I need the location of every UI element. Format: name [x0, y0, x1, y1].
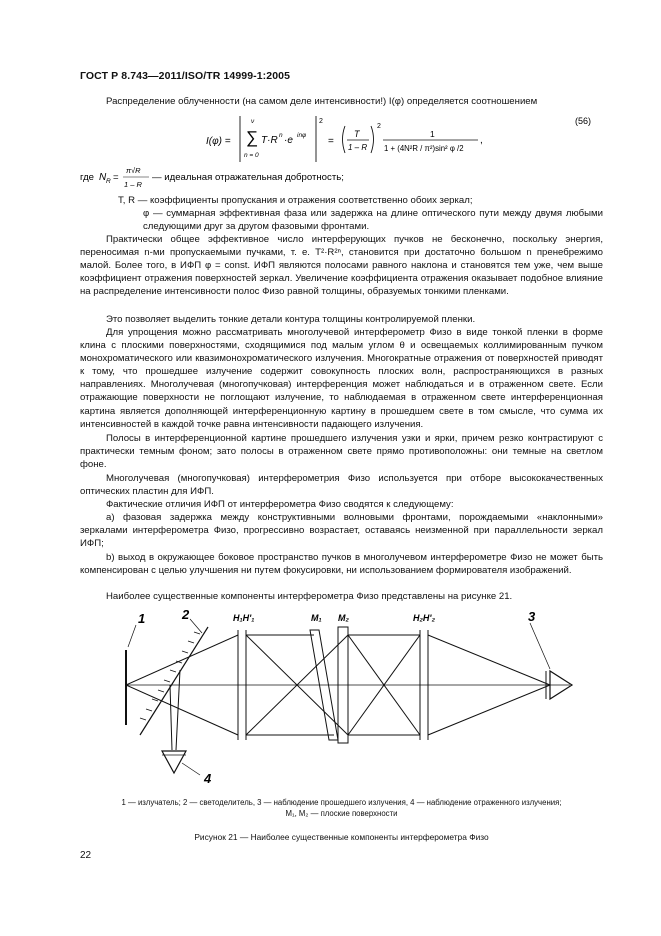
- sum-bottom: n = 0: [244, 152, 259, 159]
- figure-legend: [80, 797, 603, 819]
- formula-lhs: I(φ) =: [206, 136, 231, 147]
- label-m2: M₂: [338, 613, 349, 623]
- label-h2: H₂H'₂: [413, 613, 436, 623]
- leader-1: [128, 625, 136, 647]
- sum-top: ν: [251, 118, 255, 125]
- ray-converge-bottom: [428, 685, 550, 735]
- sum-term: T·R: [261, 135, 278, 146]
- nr-den: 1 – R: [124, 180, 142, 189]
- figure-legend-line-1: 1 — излучатель; 2 — светоделитель, 3 — наблюдение прошедшего излучения, 4 — наблюдение отраженного излучения;: [121, 798, 562, 807]
- definition-tr: T, R — коэффициенты пропускания и отражения соответственно обоих зеркал;: [118, 195, 473, 206]
- label-3: 3: [528, 609, 536, 624]
- ray-reflected-1: [170, 685, 172, 750]
- list-item-b: b) выход в окружающее боковое пространство пучков в многолучевом интерферометре Физо не может быть компенсирован с целью улучшения ни путем фокусировки, ни использованием формирователя изображений.: [80, 552, 603, 577]
- where-line: [0, 162, 661, 192]
- beam-splitter-hatches: [140, 632, 200, 720]
- ray-top-1: [126, 635, 238, 685]
- figure-caption: Рисунок 21 — Наиболее существенные компоненты интерферометра Физо: [194, 832, 489, 842]
- formula-number: (56): [575, 116, 592, 126]
- sum-exp-n: n: [279, 132, 283, 139]
- where-prefix: где: [80, 172, 95, 183]
- formula-56: [0, 110, 661, 168]
- paren-right: [371, 126, 374, 153]
- document-header: ГОСТ Р 8.743—2011/ISO/TR 14999-1:2005: [80, 70, 291, 82]
- observer-reflected-eye: [162, 751, 186, 773]
- sum-sign: ∑: [246, 128, 259, 147]
- label-4: 4: [204, 771, 212, 786]
- label-1: 1: [138, 611, 146, 626]
- list-item-a: a) фазовая задержка между конструктивными волновыми фронтами, порождаемыми «наклонными» зеркалами интерферометра Физо, прогрессивно возрастает, оставаясь неизменной при параллельности зеркал ИФП;: [80, 512, 603, 550]
- paragraph-wedge: Для упрощения можно рассматривать многолучевой интерферометр Физо в виде тонкой пленки в форме клина с плоскими поверхностями, сходящимися под малым углом θ и освещаемых коллимированным пучком монохроматического или квазимонохроматического излучения. Многократные отражения от поверхностей приводят к тому, что прошедшее излучение содержит совокупность плоских волн, распространяющихся в разных направлениях. Многолучевая (многопучковая) интерференция может наблюдаться и в отраженном свете. Если отражающие поверхности не поглощают излучение, то наблюдаемая в отраженном свете интерференционная картина является дополняющей интерференционную картину в прошедшем свете в том смысле, что сумма их интенсивностей в каждой точке равна интенсивности падающего излучения.: [80, 327, 603, 430]
- nr-symbol: N: [99, 172, 107, 183]
- nr-equals: =: [113, 172, 119, 183]
- sum-exp: inφ: [297, 132, 307, 139]
- beam-splitter: [140, 627, 208, 735]
- leader-2: [190, 619, 202, 633]
- leader-4: [182, 763, 200, 775]
- paragraph-figure-ref: Наиболее существенные компоненты интерферометра Физо представлены на рисунке 21.: [106, 591, 513, 602]
- sum-exp-base: ·e: [284, 135, 293, 146]
- nr-description: — идеальная отражательная добротность;: [152, 172, 344, 183]
- power-2: 2: [319, 118, 323, 125]
- ray-converge-top: [428, 635, 550, 685]
- frac1-den: 1 – R: [348, 143, 368, 152]
- figure-21-diagram: [110, 605, 580, 795]
- paragraph-differences: Фактические отличия ИФП от интерферометра Физо сводятся к следующему:: [106, 499, 454, 510]
- nr-num: π√R: [126, 166, 141, 175]
- paragraph-thin-details: Это позволяет выделить тонкие детали контура толщины контролируемой пленки.: [106, 314, 476, 325]
- intro-paragraph: Распределение облученности (на самом деле интенсивности!) I(φ) определяется соотношением: [106, 96, 538, 107]
- leader-3: [530, 623, 550, 669]
- equals-sign: =: [328, 136, 334, 147]
- formula-comma: ,: [480, 135, 483, 146]
- ray-bottom-1: [126, 685, 238, 735]
- page-number: 22: [80, 850, 92, 861]
- frac1-num: T: [354, 129, 360, 139]
- label-2: 2: [182, 607, 190, 622]
- paragraph-fringes: Полосы в интерференционной картине прошедшего излучения узки и ярки, причем резко контрастируют с практически темным фоном; зато полосы в отраженном свете прямо противоположны: они темные на светлом фоне.: [80, 433, 603, 471]
- nr-subscript: R: [106, 178, 111, 185]
- paren-left: [343, 126, 346, 153]
- figure-legend-line-2: M₁, M₂ — плоские поверхности: [285, 809, 398, 818]
- frac1-power: 2: [377, 123, 381, 130]
- label-m1: M₁: [311, 613, 322, 623]
- frac2-num: 1: [430, 129, 435, 139]
- frac2-den: 1 + (4N²R / π²)sin² φ /2: [384, 144, 464, 153]
- label-h1: H₁H'₁: [233, 613, 255, 623]
- paragraph-selection: Многолучевая (многопучковая) интерферометрия Физо используется при отборе высококачественных оптических пластин для ИФП.: [80, 473, 603, 498]
- definition-phi: φ — суммарная эффективная фаза или задержка на длине оптического пути между двумя любыми следующими друг за другом фазовыми фронтами.: [143, 208, 603, 233]
- paragraph-effective-number: Практически общее эффективное число интерферующих пучков не бесконечно, поскольку энергия, переносимая n-ми пропускаемыми пучками, т. е. T²·R²ⁿ, становится при достаточно большом n пренебрежимо малой. Более того, в ИФП φ = const. ИФП являются полосами равного наклона и становятся тем уже, чем выше коэффициент отражения поверхностей зеркал. Увеличение коэффициента отражения оказывает подобное влияние на распределение интенсивности полос Физо равной толщины, образуемых тонкими пленками.: [80, 234, 603, 298]
- ray-reflected-2: [176, 670, 180, 750]
